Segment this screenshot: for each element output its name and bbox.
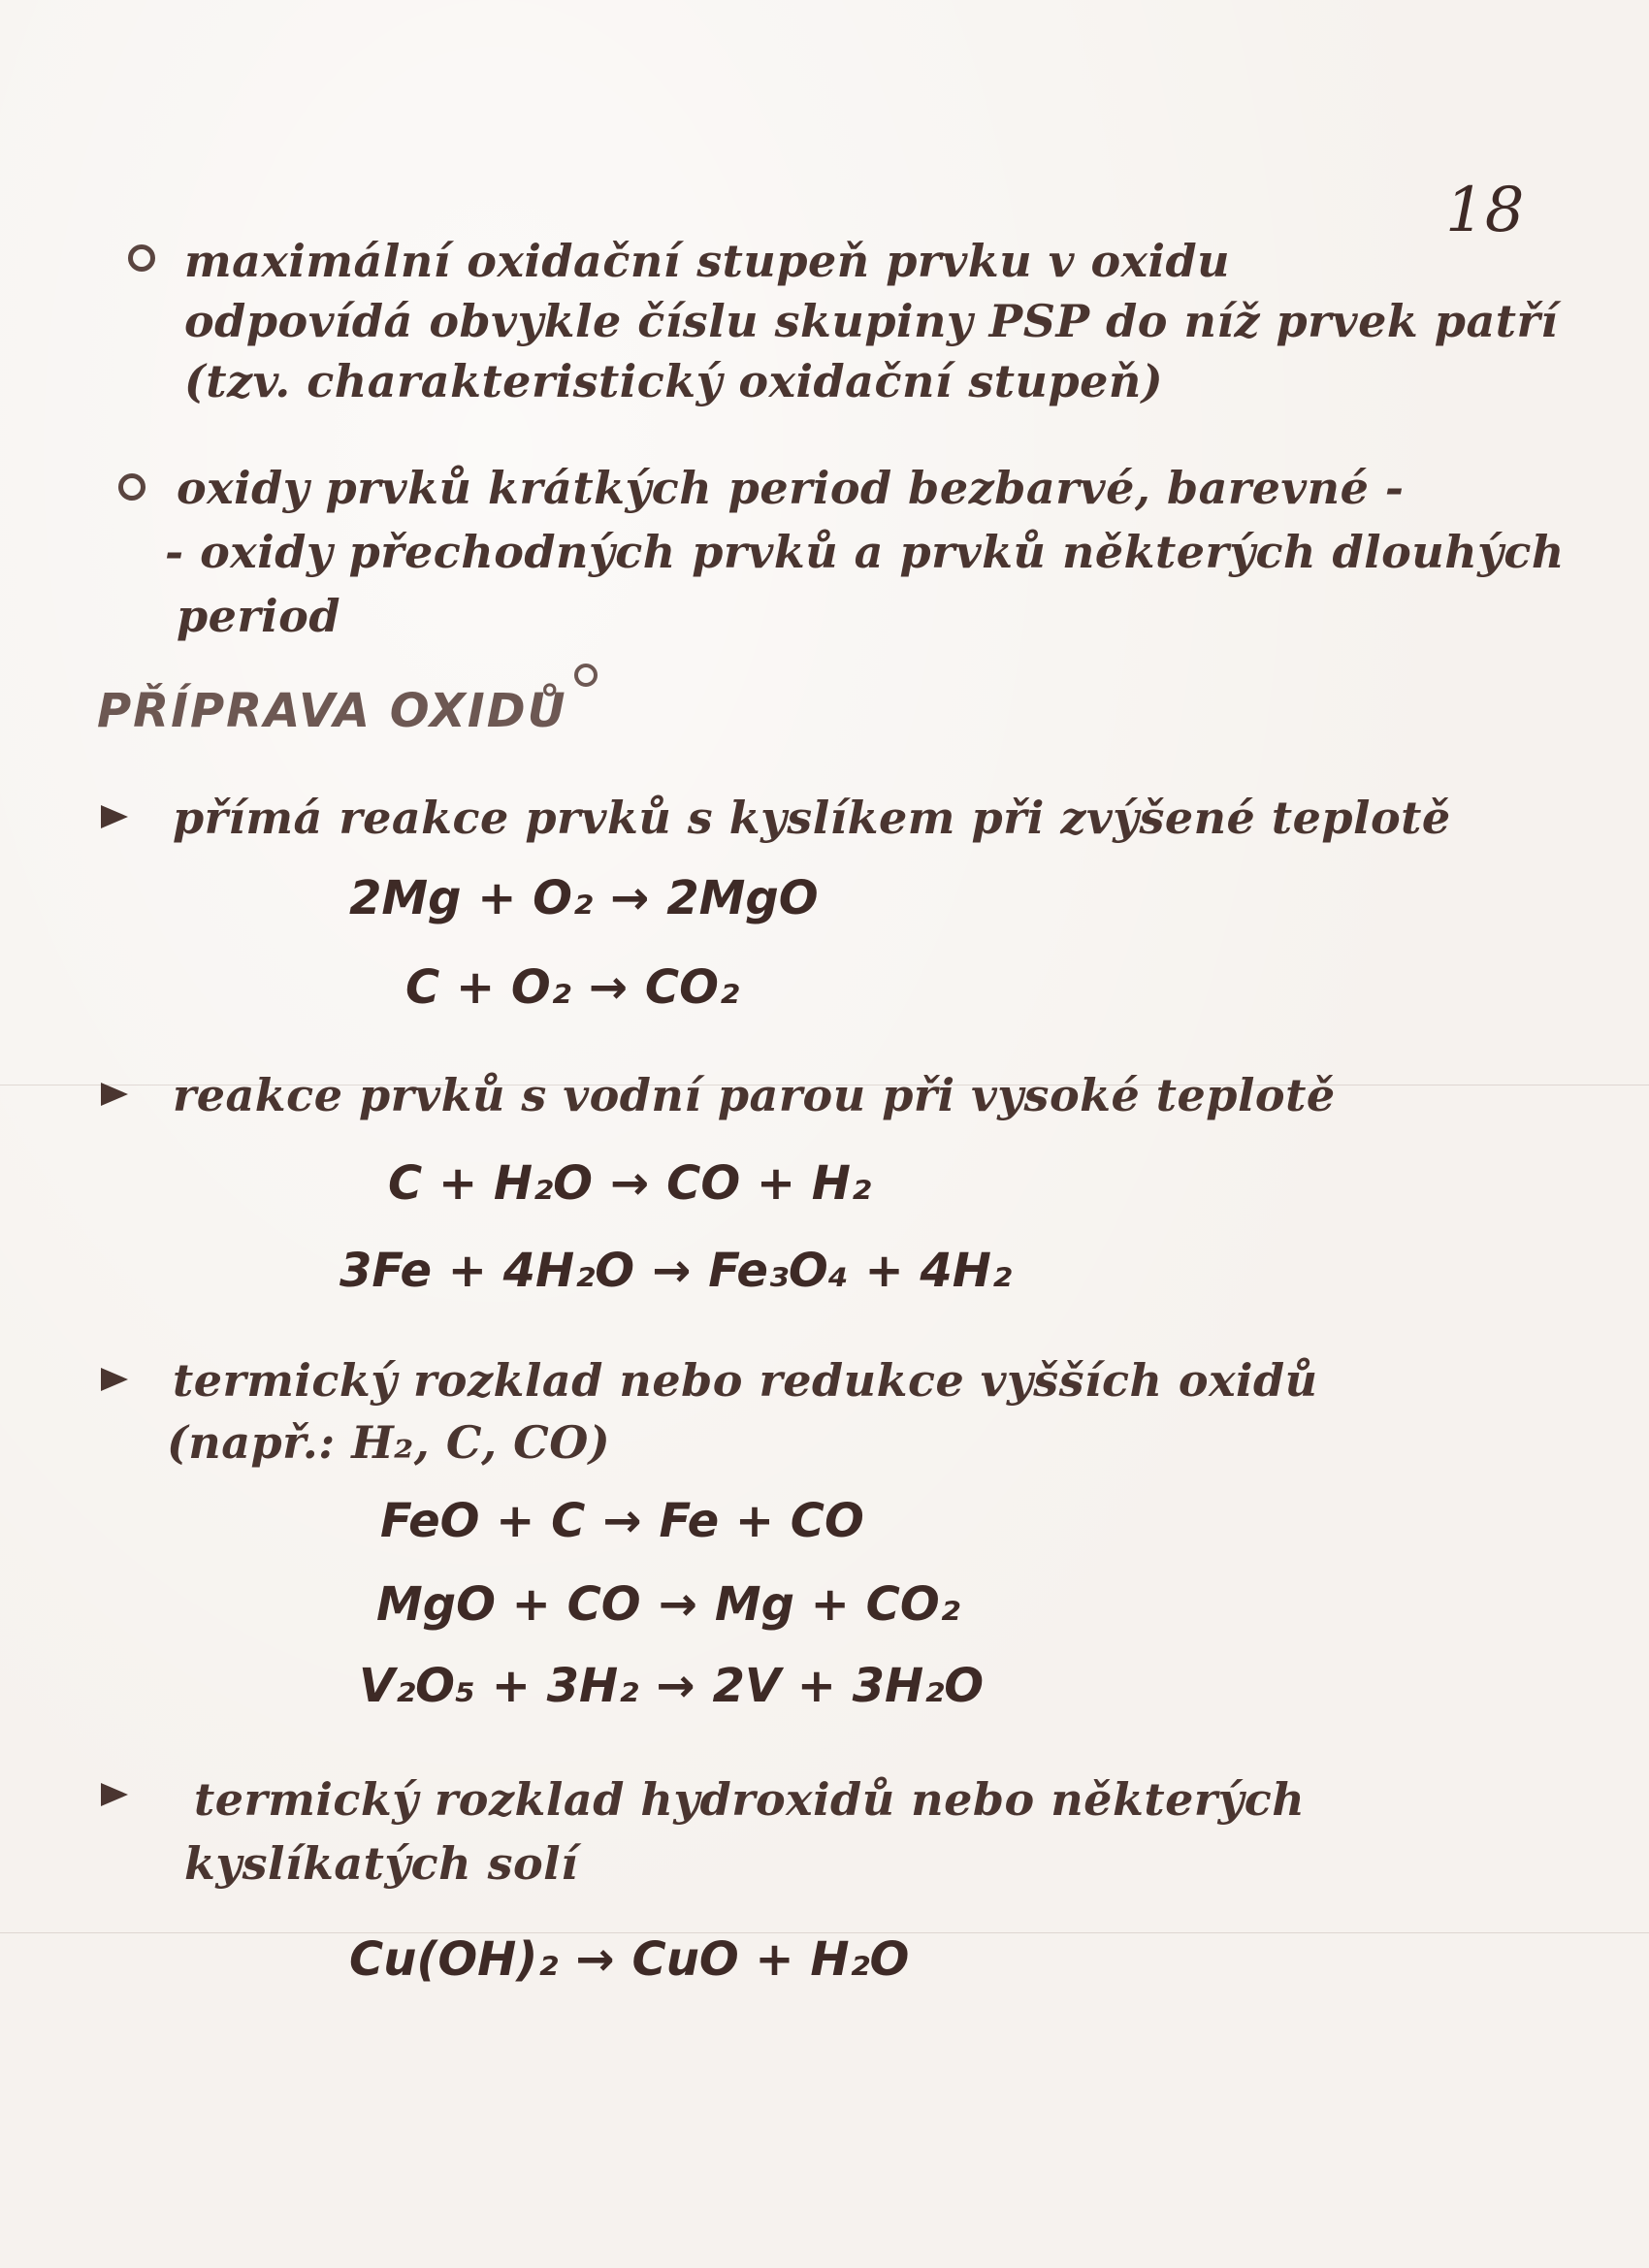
- triangle-bullet-icon: [101, 1368, 128, 1391]
- equation: [349, 871, 819, 925]
- equation: [359, 1659, 984, 1713]
- bullet-line: period: [177, 590, 340, 642]
- page-number: 18: [1445, 175, 1525, 246]
- equation-right: CuO + H₂O: [631, 1932, 910, 1987]
- section-title: termický rozklad hydroxidů nebo některých: [194, 1773, 1306, 1826]
- section-title: termický rozklad nebo redukce vyšších oxidů: [173, 1354, 1318, 1407]
- equation: [388, 1156, 871, 1211]
- equation-right: 2V + 3H₂O: [712, 1659, 985, 1713]
- arrow-icon: →: [658, 1577, 697, 1632]
- equation: [405, 960, 739, 1015]
- arrow-icon: →: [602, 1494, 642, 1548]
- triangle-bullet-icon: [101, 805, 128, 828]
- equation-right: Fe₃O₄ + 4H₂: [708, 1244, 1012, 1298]
- section-title: přímá reakce prvků s kyslíkem při zvýšené teplotě: [173, 792, 1451, 844]
- equation-left: V₂O₅ + 3H₂: [359, 1659, 639, 1713]
- arrow-icon: →: [575, 1932, 615, 1987]
- equation: [380, 1494, 864, 1548]
- equation-left: C + O₂: [405, 960, 571, 1015]
- round-bullet-icon: [128, 244, 155, 272]
- equation-right: Mg + CO₂: [714, 1577, 960, 1632]
- bullet-line: oxidy prvků krátkých period bezbarvé, barevné -: [177, 462, 1405, 514]
- arrow-icon: →: [609, 1156, 650, 1211]
- bullet-line: odpovídá obvykle číslu skupiny PSP do níž prvek patří: [184, 295, 1559, 347]
- equation: [349, 1932, 909, 1987]
- equation-left: Cu(OH)₂: [349, 1932, 559, 1987]
- section-heading: PŘÍPRAVA OXIDŮ: [97, 684, 567, 738]
- equation: [340, 1244, 1012, 1298]
- equation-left: 3Fe + 4H₂O: [340, 1244, 635, 1298]
- bullet-line: maximální oxidační stupeň prvku v oxidu: [184, 235, 1231, 287]
- arrow-icon: →: [656, 1659, 695, 1713]
- section-title: kyslíkatých solí: [184, 1837, 579, 1890]
- bullet-line: - oxidy přechodných prvků a prvků některých dlouhých: [165, 526, 1565, 578]
- triangle-bullet-icon: [101, 1783, 128, 1806]
- bullet-line: (tzv. charakteristický oxidační stupeň): [184, 355, 1164, 407]
- equation-right: CO₂: [644, 960, 739, 1015]
- triangle-bullet-icon: [101, 1083, 128, 1106]
- equation-left: FeO + C: [380, 1494, 586, 1548]
- equation-left: 2Mg + O₂: [349, 871, 593, 925]
- section-title: (např.: H₂, C, CO): [167, 1416, 611, 1469]
- equation-left: C + H₂O: [388, 1156, 593, 1211]
- arrow-icon: →: [652, 1244, 692, 1298]
- equation-right: CO + H₂: [666, 1156, 871, 1211]
- heading-ring-accent: [574, 664, 598, 687]
- equation-right: 2MgO: [666, 871, 819, 925]
- round-bullet-icon: [118, 473, 146, 501]
- equation-left: MgO + CO: [376, 1577, 641, 1632]
- equation-right: Fe + CO: [659, 1494, 864, 1548]
- arrow-icon: →: [588, 960, 628, 1015]
- section-title: reakce prvků s vodní parou při vysoké teplotě: [173, 1069, 1336, 1121]
- arrow-icon: →: [610, 871, 650, 925]
- equation: [376, 1577, 960, 1632]
